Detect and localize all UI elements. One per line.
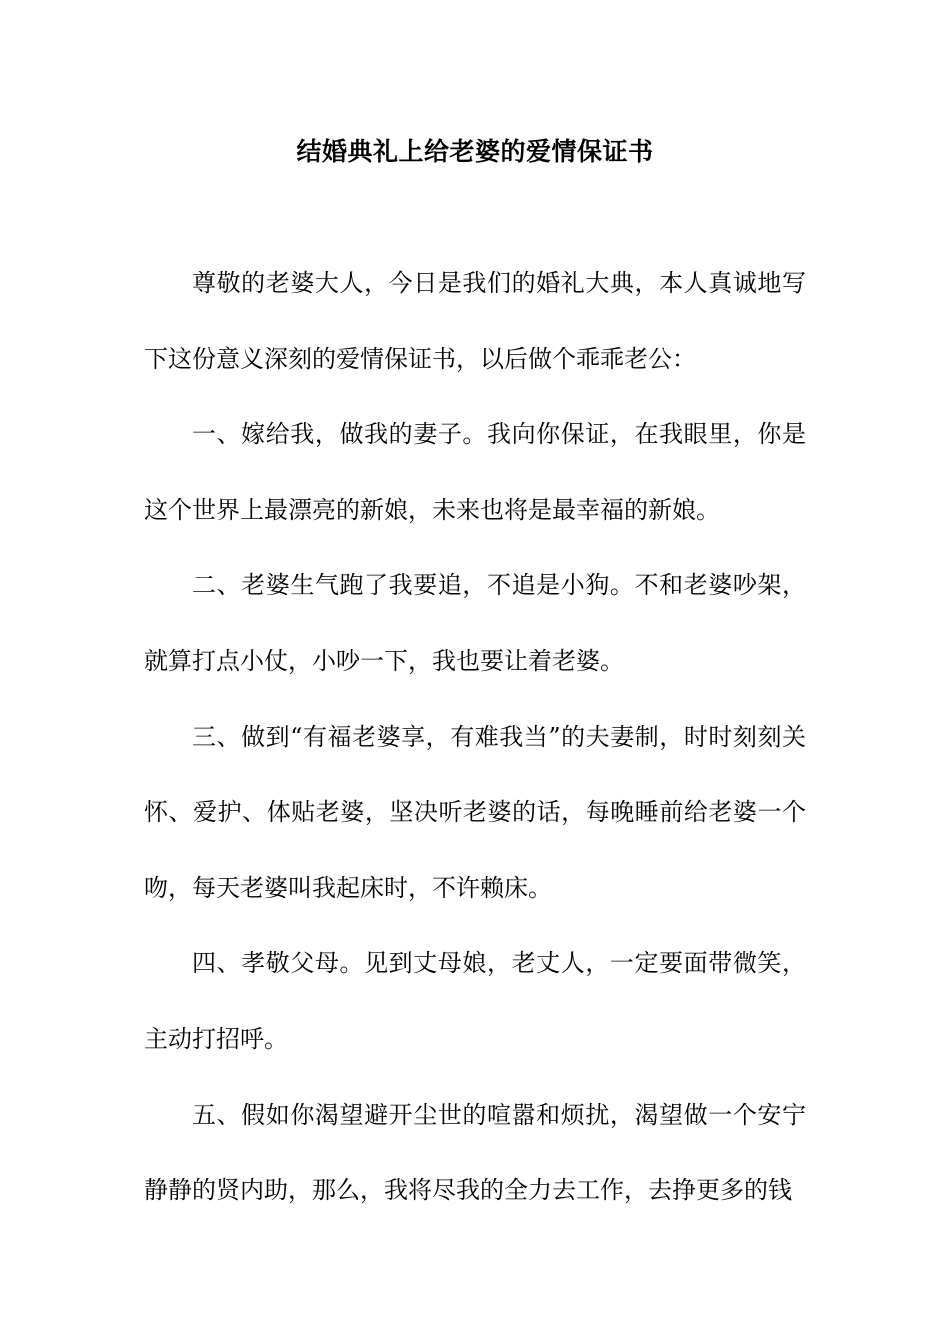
- document-body: [144, 246, 806, 1229]
- paragraph-item-3: 三、做到“有福老婆享，有难我当”的夫妻制，时时刻刻关怀、爱护、体贴老婆，坚决听老婆的话，每晚睡前给老婆一个吻，每天老婆叫我起床时，不许赖床。: [144, 722, 806, 902]
- document-title: 结婚典礼上给老婆的爱情保证书: [296, 137, 654, 166]
- paragraph-item-1: 一、嫁给我，做我的妻子。我向你保证，在我眼里，你是这个世界上最漂亮的新娘，未来也将是最幸福的新娘。: [144, 420, 806, 524]
- paragraph-item-5: 五、假如你渴望避开尘世的喧嚣和烦扰，渴望做一个安宁静静的贤内助，那么，我将尽我的全力去工作，去挣更多的钱: [144, 1100, 806, 1205]
- paragraph-greeting: 尊敬的老婆大人，今日是我们的婚礼大典，本人真诚地写下这份意义深刻的爱情保证书，以后做个乖乖老公：: [144, 269, 806, 373]
- paragraph-item-2: 二、老婆生气跑了我要追，不追是小狗。不和老婆吵架，就算打点小仗，小吵一下，我也要让着老婆。: [144, 571, 806, 675]
- paragraph-item-4: 四、孝敬父母。见到丈母娘，老丈人，一定要面带微笑，主动打招呼。: [144, 949, 806, 1053]
